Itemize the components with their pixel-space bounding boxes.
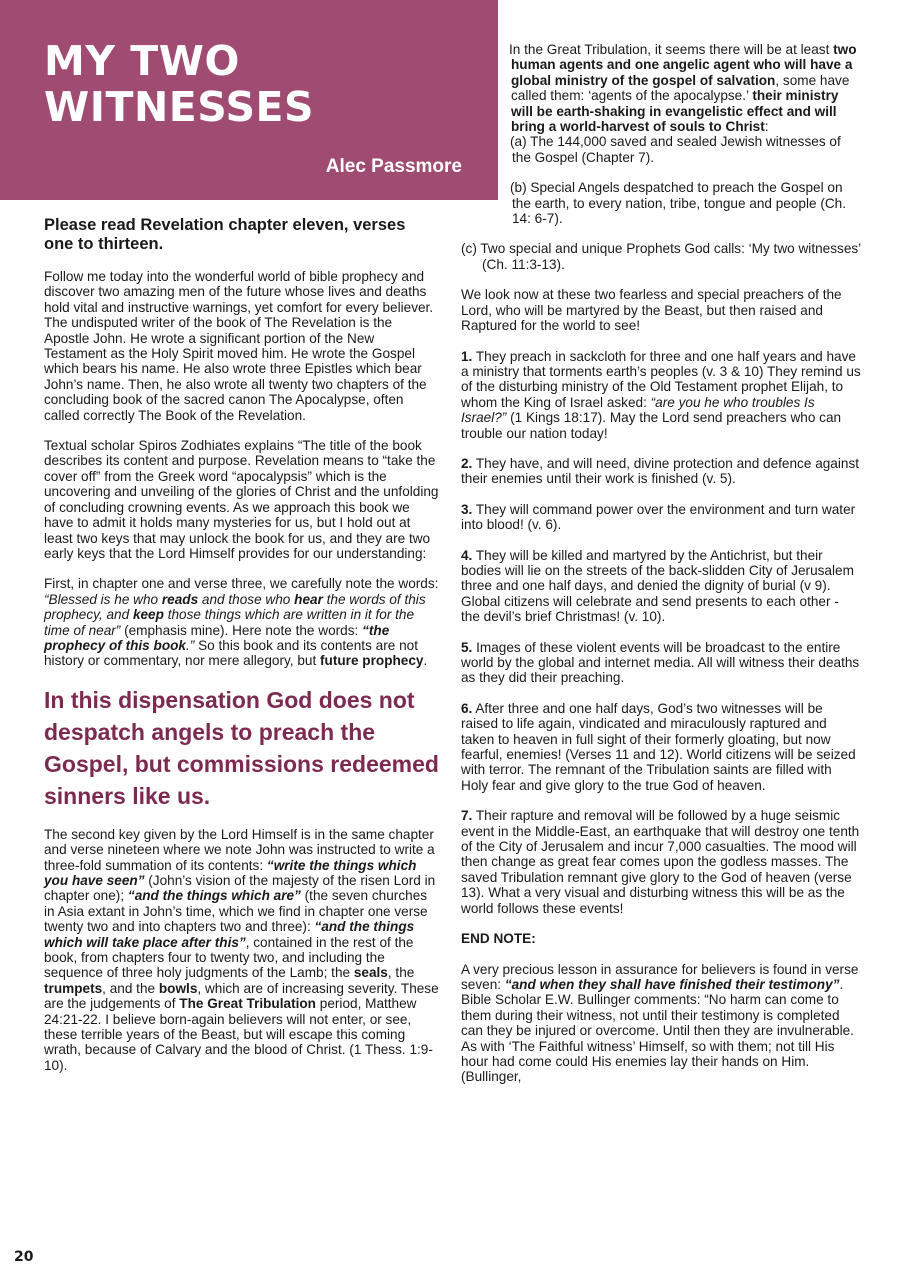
title-line-1: MY TWO xyxy=(44,37,240,85)
zodhiates-paragraph: Textual scholar Spiros Zodhiates explains “The title of the book describes its content and purpose. Revelation means to “take the cover off” from the Greek word “apocalypsis” which is the uncovering and unveiling of the glories of Christ and the unfolding of concluding crowning events. As we approach this book we have to admit it holds many mysteries for us, but I hold out at least two keys that may unlock the book for us, and they are two early keys that the Lord Himself provides for our understanding: xyxy=(44,438,439,561)
author-name: Alec Passmore xyxy=(325,156,462,177)
agent-list-a: (a) The 144,000 saved and sealed Jewish witnesses of the Gospel (Chapter 7). xyxy=(510,134,841,165)
point-2: 2. They have, and will need, divine protection and defence against their enemies until their work is finished (v. 5). xyxy=(461,455,860,487)
title-line-2: WITNESSES xyxy=(44,83,315,131)
agents-intro: In the Great Tribulation, it seems there will be at least two human agents and one angelic agent who will have a global ministry of the gospel of salvation, some have called them: ‘agents of the apocalypse.’ their ministry will be earth-shaking in evangelistic effect and will bring a world-harvest of souls to Christ: xyxy=(509,42,857,135)
first-key-paragraph: First, in chapter one and verse three, we carefully note the words: “Blessed is he who reads and those who hear the words of this prophecy, and keep those things which are written in it for the time of near” (emphasis mine). Here note the words: “the prophecy of this book.” So this book and its contents are not history or commentary, nor mere allegory, but future prophecy. xyxy=(44,576,439,669)
pull-quote: In this dispensation God does not despatch angels to preach the Gospel, but commissions redeemed sinners like us. xyxy=(44,686,439,809)
left-column xyxy=(44,216,439,1088)
right-column xyxy=(461,42,861,1100)
endnote-heading: END NOTE: xyxy=(461,931,536,947)
point-1: 1. They preach in sackcloth for three and one half years and have a ministry that torments earth’s peoples (v. 3 & 10) They remind us of the disturbing ministry of the Old Testament prophet Elijah, to whom the King of Israel asked: “are you he who troubles Is Israel?” (1 Kings 18:17). May the Lord send preachers who can trouble our nation today! xyxy=(461,348,861,441)
point-6: 6. After three and one half days, God’s two witnesses will be raised to life again, vindicated and miraculously raptured and taken to heaven in full sight of their formerly gloating, but now fearful, enemies! (Verses 11 and 12). World citizens will be seized with terror. The remnant of the Tribulation saints are filled with Holy fear and give glory to the true God of heaven. xyxy=(461,700,856,793)
agent-list-c: (c) Two special and unique Prophets God calls: ‘My two witnesses’ (Ch. 11:3-13). xyxy=(461,241,861,272)
title-banner xyxy=(0,0,498,200)
preachers-paragraph: We look now at these two fearless and special preachers of the Lord, who will be martyred by the Beast, but then raised and Raptured for the world to see! xyxy=(461,287,842,334)
reading-instruction: Please read Revelation chapter eleven, verses one to thirteen. xyxy=(44,216,406,253)
endnote-paragraph: A very precious lesson in assurance for believers is found in verse seven: “and when they shall have finished their testimony”. Bible Scholar E.W. Bullinger comments: “No harm can come to them during their witness, not until their testimony is completed can they be injured or overcome. Until then they are invulnerable. As with ‘The Faithful witness’ Himself, so with them; not till His hour had come could His enemies lay their hands on Him. (Bullinger, xyxy=(461,961,859,1085)
article-title xyxy=(44,38,314,130)
agent-list-b: (b) Special Angels despatched to preach the Gospel on the earth, to every nation, tribe, tongue and people (Ch. 14: 6-7). xyxy=(510,180,847,227)
point-4: 4. They will be killed and martyred by the Antichrist, but their bodies will lie on the streets of the back-slidden City of Jerusalem three and one half days, and denied the dignity of burial (v 9). Global citizens will celebrate and send presents to each other - the devil’s brief Christmas! (v. 10). xyxy=(461,547,854,625)
point-5: 5. Images of these violent events will be broadcast to the entire world by the global and internet media. All will witness their deaths as they did their preaching. xyxy=(461,639,860,686)
intro-paragraph: Follow me today into the wonderful world of bible prophecy and discover two amazing men of the future whose lives and deaths hold vital and instructive warnings, yet comfort for every believer. The undisputed writer of the book of The Revelation is the Apostle John. He wrote a significant portion of the New Testament as the Holy Spirit moved him. He wrote the Gospel which bears his name. He also wrote three Epistles which bear John’s name. Then, he also wrote all twenty two chapters of the concluding book of the sacred canon The Apocalypse, often called correctly The Book of the Revelation. xyxy=(44,269,434,423)
point-3: 3. They will command power over the environment and turn water into blood! (v. 6). xyxy=(461,501,856,533)
page-number: 20 xyxy=(14,1249,34,1265)
second-key-paragraph: The second key given by the Lord Himself is in the same chapter and verse nineteen where we note John was instructed to write a three-fold summation of its contents: “write the things which you have seen” (John’s vision of the majesty of the risen Lord in chapter one); “and the things which are” (the seven churches in Asia extant in John’s time, which we find in chapter one verse twenty two and into chapters two and three): “and the things which will take place after this”, contained in the rest of the book, from chapters four to twenty two, and including the sequence of three holy judgments of the Lamb; the seals, the trumpets, and the bowls, which are of increasing severity. These are the judgements of The Great Tribulation period, Matthew 24:21-22. I believe born-again believers will not enter, or see, these terrible years of the Beast, but will escape this coming wrath, because of Calvary and the blood of Christ. (1 Thess. 1:9-10). xyxy=(44,826,439,1073)
point-7: 7. Their rapture and removal will be followed by a huge seismic event in the Middle-East, an earthquake that will destroy one tenth of the City of Jerusalem and incur 7,000 casualties. The mood will then change as great fear comes upon the godless masses. The saved Tribulation remnant give glory to the God of heaven (verse 13). What a very visual and disturbing witness this will be as the world follows these events! xyxy=(461,808,860,916)
